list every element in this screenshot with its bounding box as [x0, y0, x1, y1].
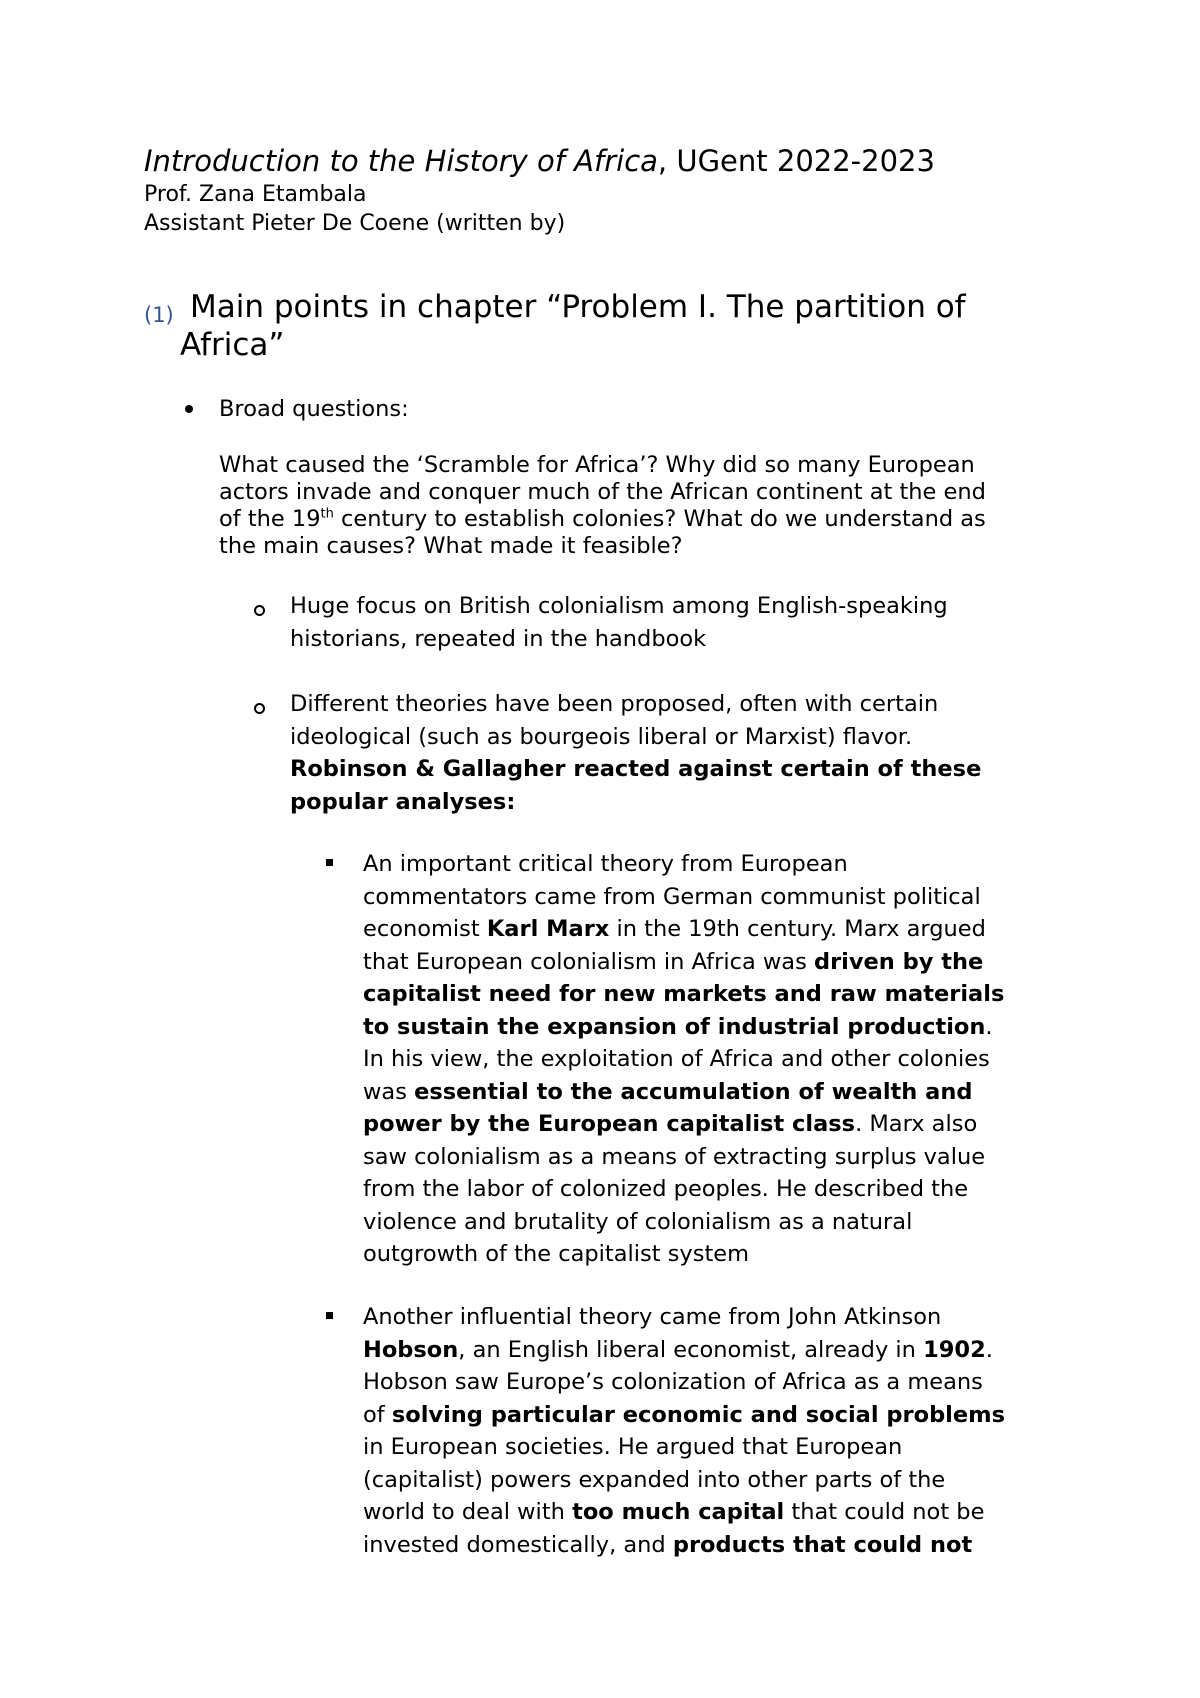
text-line: outgrowth of the capitalist system	[363, 1241, 750, 1267]
broad-questions-label: Broad questions:	[219, 396, 409, 422]
text-line: Huge focus on British colonialism among English-speaking	[290, 593, 948, 619]
bold-text: essential to the accumulation of wealth and	[414, 1078, 973, 1105]
text-run: of	[363, 1401, 392, 1428]
text-line	[363, 1011, 1063, 1044]
bold-text: solving particular economic and social problems	[391, 1401, 1005, 1428]
bold-text: 1902	[923, 1336, 986, 1363]
text-line: saw colonialism as a means of extracting surplus value	[363, 1143, 986, 1170]
course-year: , UGent 2022-2023	[657, 144, 935, 178]
section-heading-line: Africa”	[180, 327, 285, 363]
text-line: (capitalist) powers expanded into other parts of the	[363, 1466, 946, 1493]
bold-text: Hobson	[363, 1336, 459, 1363]
text-line: the main causes? What made it feasible?	[219, 533, 683, 559]
point-british-focus	[290, 590, 1050, 655]
bullet-circle-icon	[254, 605, 265, 616]
text-run: of the 19	[219, 506, 321, 532]
text-run: . Marx also	[855, 1111, 978, 1137]
document-title	[144, 143, 935, 179]
text-run: in the 19th century. Marx argued	[609, 916, 986, 942]
text-line	[363, 1399, 1063, 1432]
text-line: violence and brutality of colonialism as a natural	[363, 1208, 913, 1235]
text-line	[363, 978, 1063, 1011]
bold-text: too much capital	[572, 1499, 785, 1525]
text-line: Hobson saw Europe’s colonization of Africa as a means	[363, 1369, 983, 1395]
text-run: , an English liberal economist, already in	[458, 1336, 924, 1363]
bold-text: products that could not	[672, 1531, 973, 1558]
course-title: Introduction to the History of Africa	[144, 144, 658, 178]
professor-line: Prof. Zana Etambala	[144, 182, 367, 207]
text-line	[363, 913, 1063, 946]
text-line: What caused the ‘Scramble for Africa’? Why did so many European	[219, 452, 975, 478]
text-run: that could not be	[784, 1499, 985, 1525]
text-line	[290, 786, 1050, 819]
text-line: In his view, the exploitation of Africa and other colonies	[363, 1046, 990, 1072]
superscript: th	[320, 506, 334, 522]
bold-text: capitalist need for new markets and raw materials	[363, 981, 1005, 1007]
bold-text: power by the European capitalist class	[363, 1111, 856, 1137]
text-line: Different theories have been proposed, often with certain	[290, 691, 939, 717]
bold-text: to sustain the expansion of industrial production	[363, 1013, 986, 1040]
text-line: from the labor of colonized peoples. He described the	[363, 1176, 969, 1202]
text-run: .	[985, 1013, 993, 1040]
text-line: Another influential theory came from John Atkinson	[363, 1304, 942, 1330]
bold-text: Karl Marx	[486, 916, 610, 942]
text-run: .	[985, 1336, 993, 1363]
bullet-dot-icon	[185, 405, 193, 413]
text-line	[363, 946, 1063, 979]
bold-text: Robinson & Gallagher reacted against certain of these	[290, 756, 982, 782]
text-line: historians, repeated in the handbook	[290, 625, 707, 652]
text-line	[363, 1334, 1063, 1367]
bold-text: popular analyses:	[290, 788, 516, 815]
hobson-theory	[363, 1301, 1063, 1561]
bullet-circle-icon	[254, 703, 265, 714]
text-run: invested domestically, and	[363, 1531, 673, 1558]
text-line	[363, 1108, 1063, 1141]
text-line: commentators came from German communist political	[363, 883, 981, 910]
bullet-square-icon	[326, 1312, 333, 1319]
bullet-square-icon	[326, 859, 333, 866]
text-line	[219, 506, 1099, 533]
text-line	[363, 1076, 1063, 1109]
text-line: ideological (such as bourgeois liberal or Marxist) flavor.	[290, 723, 913, 750]
point-theories	[290, 688, 1050, 818]
text-line	[363, 1529, 1063, 1562]
text-line	[363, 1496, 1063, 1529]
marx-theory	[363, 848, 1063, 1271]
text-line: actors invade and conquer much of the African continent at the end	[219, 479, 986, 505]
bold-text: driven by the	[813, 948, 984, 975]
text-line	[290, 753, 1050, 786]
text-run: was	[363, 1078, 415, 1105]
text-line: in European societies. He argued that European	[363, 1434, 903, 1460]
text-line: An important critical theory from European	[363, 851, 848, 877]
text-run: that European colonialism in Africa was	[363, 948, 814, 975]
section-heading-line: Main points in chapter “Problem I. The partition of	[190, 289, 966, 325]
section-number: (1)	[144, 303, 174, 327]
text-run: world to deal with	[363, 1499, 573, 1525]
assistant-line: Assistant Pieter De Coene (written by)	[144, 211, 566, 236]
text-run: economist	[363, 916, 487, 942]
text-run: century to establish colonies? What do we understand as	[333, 506, 986, 532]
broad-questions-text	[219, 452, 1099, 560]
